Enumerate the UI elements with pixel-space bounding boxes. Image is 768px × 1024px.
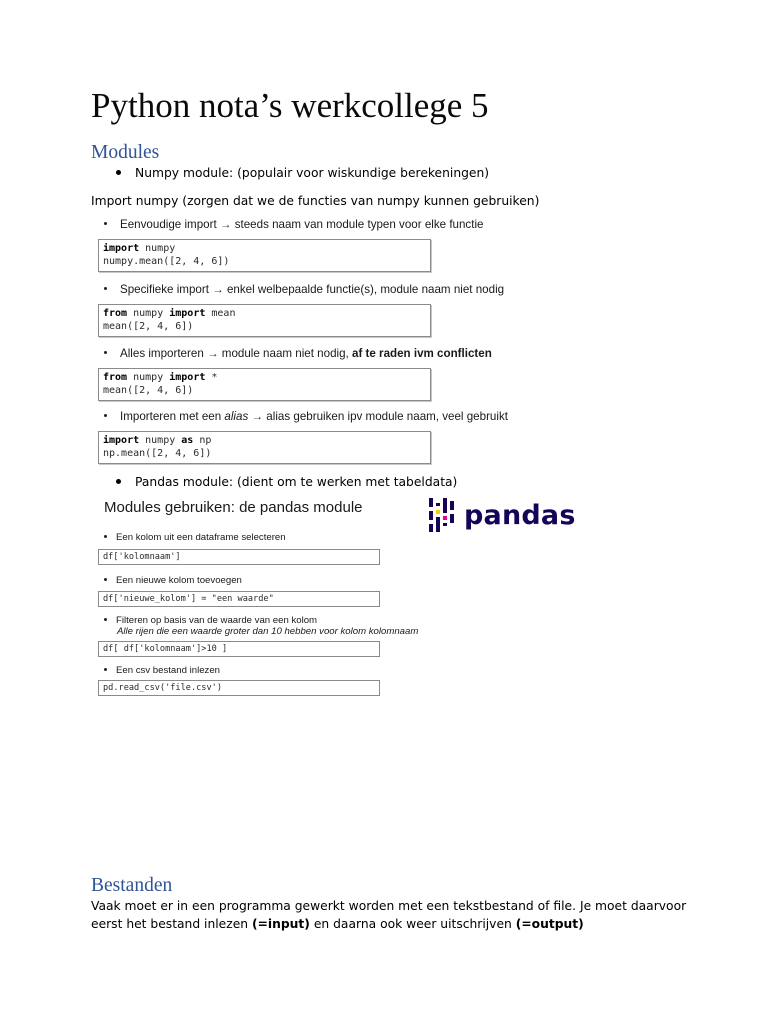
- code-line: mean([2, 4, 6]): [103, 321, 194, 332]
- pandas-item-text: Een csv bestand inlezen: [116, 665, 220, 676]
- pandas-item-text: Een nieuwe kolom toevoegen: [116, 575, 242, 586]
- bullet-dot: [104, 287, 107, 290]
- bullet-dot: [104, 618, 107, 621]
- bullet-dot: [104, 414, 107, 417]
- bestanden-paragraph-line2: [91, 915, 584, 933]
- pandas-code-select: df['kolomnaam']: [98, 549, 380, 565]
- code-block-all-import: [98, 368, 431, 401]
- code-line: mean([2, 4, 6]): [103, 385, 194, 396]
- pandas-code-filter: df[ df['kolomnaam']>10 ]: [98, 641, 380, 657]
- pandas-logo: [428, 497, 576, 533]
- page-title: Python nota’s werkcollege 5: [91, 86, 489, 125]
- pandas-slide-title: Modules gebruiken: de pandas module: [104, 499, 363, 516]
- pandas-item: [104, 532, 286, 544]
- input-term: (=input): [251, 917, 310, 931]
- code-keyword: import: [169, 308, 206, 319]
- import-item-simple: [104, 217, 483, 232]
- import-item-text: Eenvoudige import → steeds naam van module typen voor elke functie: [120, 218, 484, 231]
- code-block-specific-import: [98, 304, 431, 337]
- bullet-dot: [104, 222, 107, 225]
- bestanden-paragraph-line1: Vaak moet er in een programma gewerkt worden met een tekstbestand of file. Je moet daarvoor: [91, 899, 687, 913]
- numpy-bullet: [116, 164, 489, 182]
- pandas-code-read-csv: pd.read_csv('file.csv'): [98, 680, 380, 696]
- import-item-text: Alles importeren → module naam niet nodig,: [120, 347, 352, 360]
- import-item-all: [104, 346, 492, 361]
- code-line: np.mean([2, 4, 6]): [103, 448, 212, 459]
- code-keyword: import: [103, 243, 140, 254]
- code-line: from numpy import *: [103, 372, 218, 383]
- code-line: import numpy: [103, 243, 176, 254]
- text-run: en daarna ook weer uitschrijven: [309, 917, 516, 931]
- bullet-dot: [104, 668, 107, 671]
- import-item-text-post: → alias gebruiken ipv module naam, veel gebruikt: [248, 410, 508, 423]
- code-keyword: from: [103, 372, 128, 383]
- import-item-text: Specifieke import → enkel welbepaalde functie(s), module naam niet nodig: [120, 283, 505, 296]
- pandas-item-subtext: Alle rijen die een waarde groter dan 10 hebben voor kolom kolomnaam: [117, 626, 419, 637]
- bullet-dot: [116, 479, 121, 484]
- code-line: numpy.mean([2, 4, 6]): [103, 256, 230, 267]
- pandas-logo-text: pandas: [464, 499, 576, 531]
- pandas-item: [104, 665, 220, 677]
- code-block-alias-import: [98, 431, 431, 464]
- code-keyword: import: [103, 435, 140, 446]
- pandas-code-add: df['nieuwe_kolom'] = "een waarde": [98, 591, 380, 607]
- code-keyword: as: [181, 435, 194, 446]
- pandas-bullet: [116, 473, 457, 491]
- bullet-dot: [104, 578, 107, 581]
- pandas-item-text: Filteren op basis van de waarde van een kolom: [116, 615, 318, 626]
- import-item-text-pre: Importeren met een: [120, 410, 225, 423]
- bestanden-heading: Bestanden: [91, 875, 173, 896]
- import-item-alias-word: alias: [224, 410, 249, 423]
- code-line: import numpy as np: [103, 435, 212, 446]
- bullet-dot: [116, 170, 121, 175]
- pandas-bars-icon: [428, 498, 454, 532]
- import-item-alias: [104, 409, 508, 424]
- numpy-bullet-text: Numpy module: (populair voor wiskundige berekeningen): [135, 166, 490, 180]
- import-intro-text: Import numpy (zorgen dat we de functies van numpy kunnen gebruiken): [91, 194, 540, 208]
- pandas-item: [104, 575, 242, 587]
- pandas-bullet-text: Pandas module: (dient om te werken met tabeldata): [135, 475, 458, 489]
- import-item-warning: af te raden ivm conflicten: [352, 347, 492, 360]
- bullet-dot: [104, 351, 107, 354]
- bullet-dot: [104, 535, 107, 538]
- code-block-simple-import: [98, 239, 431, 272]
- code-keyword: import: [169, 372, 206, 383]
- text-run: eerst het bestand inlezen: [91, 917, 252, 931]
- modules-heading: Modules: [91, 142, 160, 163]
- import-item-specific: [104, 282, 504, 297]
- code-line: from numpy import mean: [103, 308, 236, 319]
- output-term: (=output): [515, 917, 584, 931]
- pandas-item-text: Een kolom uit een dataframe selecteren: [116, 532, 286, 543]
- code-keyword: from: [103, 308, 128, 319]
